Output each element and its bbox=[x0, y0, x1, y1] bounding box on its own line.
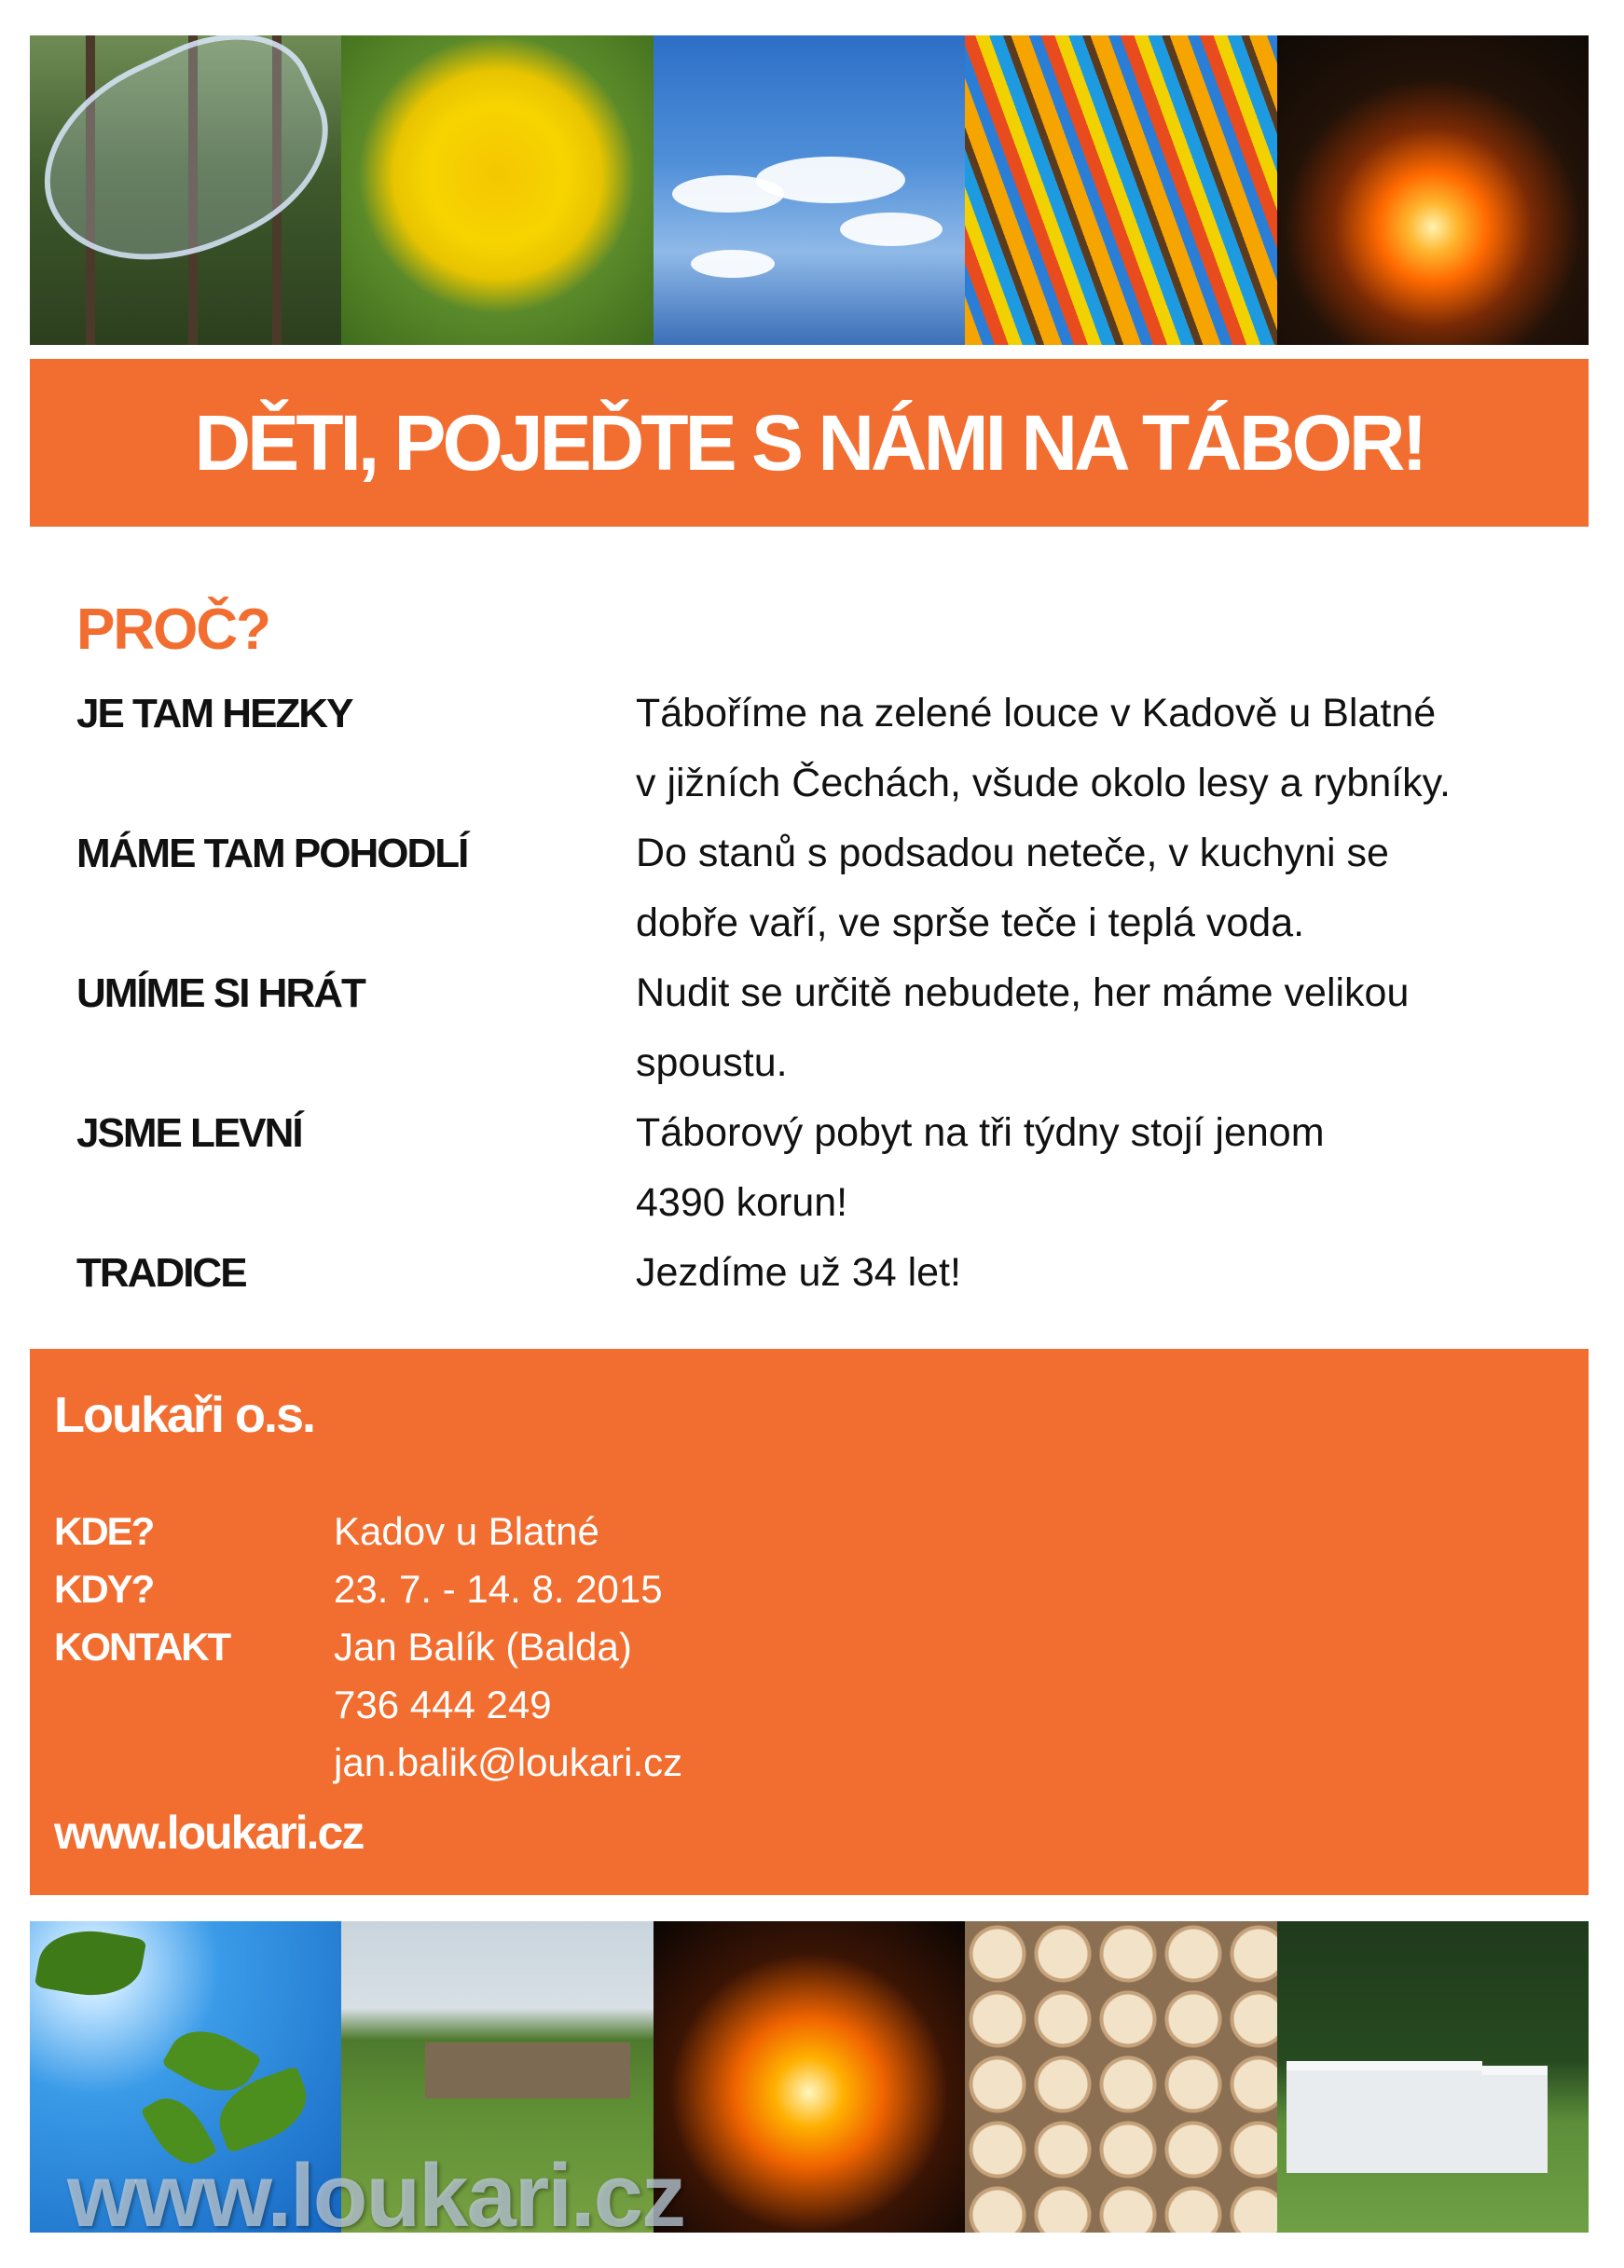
reason-label: JSME LEVNÍ bbox=[76, 1110, 302, 1156]
photo-colored-strips bbox=[965, 35, 1276, 345]
photo-soap-bubble-forest bbox=[30, 35, 341, 345]
photo-campfire bbox=[1277, 35, 1589, 345]
contact-label: KONTAKT bbox=[54, 1625, 230, 1669]
reason-text bbox=[636, 958, 1587, 1098]
contact-email[interactable]: jan.balik@loukari.cz bbox=[334, 1740, 683, 1784]
reason-text-line: dobře vaří, ve sprše teče i teplá voda. bbox=[636, 900, 1305, 945]
photo-sky-clouds bbox=[654, 35, 965, 345]
reasons-list bbox=[76, 679, 1587, 1308]
reason-text-line: Táborový pobyt na tři týdny stojí jenom bbox=[636, 1110, 1325, 1155]
reason-text bbox=[636, 1098, 1587, 1238]
contact-phone: 736 444 249 bbox=[334, 1683, 552, 1726]
reason-text bbox=[636, 679, 1587, 818]
website-link[interactable]: www.loukari.cz bbox=[54, 1807, 364, 1859]
reason-item bbox=[76, 679, 1587, 818]
when-label: KDY? bbox=[54, 1567, 154, 1611]
organization-name: Loukaři o.s. bbox=[54, 1387, 315, 1443]
reason-text-line: Nudit se určitě nebudete, her máme velikou bbox=[636, 970, 1410, 1015]
contact-name: Jan Balík (Balda) bbox=[334, 1625, 632, 1669]
photo-fire bbox=[654, 1921, 965, 2233]
top-photo-strip bbox=[30, 35, 1589, 345]
reason-item bbox=[76, 958, 1587, 1098]
reason-label: MÁME TAM POHODLÍ bbox=[76, 831, 468, 876]
reason-label: UMÍME SI HRÁT bbox=[76, 970, 365, 1016]
reason-text-line: 4390 korun! bbox=[636, 1180, 848, 1225]
when-value: 23. 7. - 14. 8. 2015 bbox=[334, 1567, 663, 1611]
where-value: Kadov u Blatné bbox=[334, 1509, 599, 1553]
why-title: PROČ? bbox=[76, 598, 269, 662]
reason-text-line: Táboříme na zelené louce v Kadově u Blatné bbox=[636, 691, 1437, 735]
bottom-photo-strip bbox=[30, 1921, 1589, 2246]
reason-item bbox=[76, 818, 1587, 958]
reason-text-line: Jezdíme už 34 let! bbox=[636, 1250, 961, 1295]
photo-dandelion bbox=[341, 35, 653, 345]
reason-text bbox=[636, 1238, 1587, 1308]
photo-tents bbox=[1277, 1921, 1589, 2233]
reason-label: TRADICE bbox=[76, 1250, 246, 1296]
photo-firewood bbox=[965, 1921, 1276, 2233]
reason-text-line: v jižních Čechách, všude okolo lesy a rybníky. bbox=[636, 761, 1451, 805]
headline-band bbox=[30, 359, 1589, 527]
headline-title: DĚTI, POJEĎTE S NÁMI NA TÁBOR! bbox=[194, 398, 1424, 487]
reason-item bbox=[76, 1238, 1587, 1308]
where-label: KDE? bbox=[54, 1509, 154, 1553]
reason-text bbox=[636, 818, 1587, 958]
info-block bbox=[30, 1349, 1589, 1895]
reason-text-line: spoustu. bbox=[636, 1040, 788, 1085]
reason-label: JE TAM HEZKY bbox=[76, 691, 352, 736]
website-watermark: www.loukari.cz bbox=[67, 2146, 684, 2246]
reason-text-line: Do stanů s podsadou neteče, v kuchyni se bbox=[636, 831, 1389, 875]
reason-item bbox=[76, 1098, 1587, 1238]
